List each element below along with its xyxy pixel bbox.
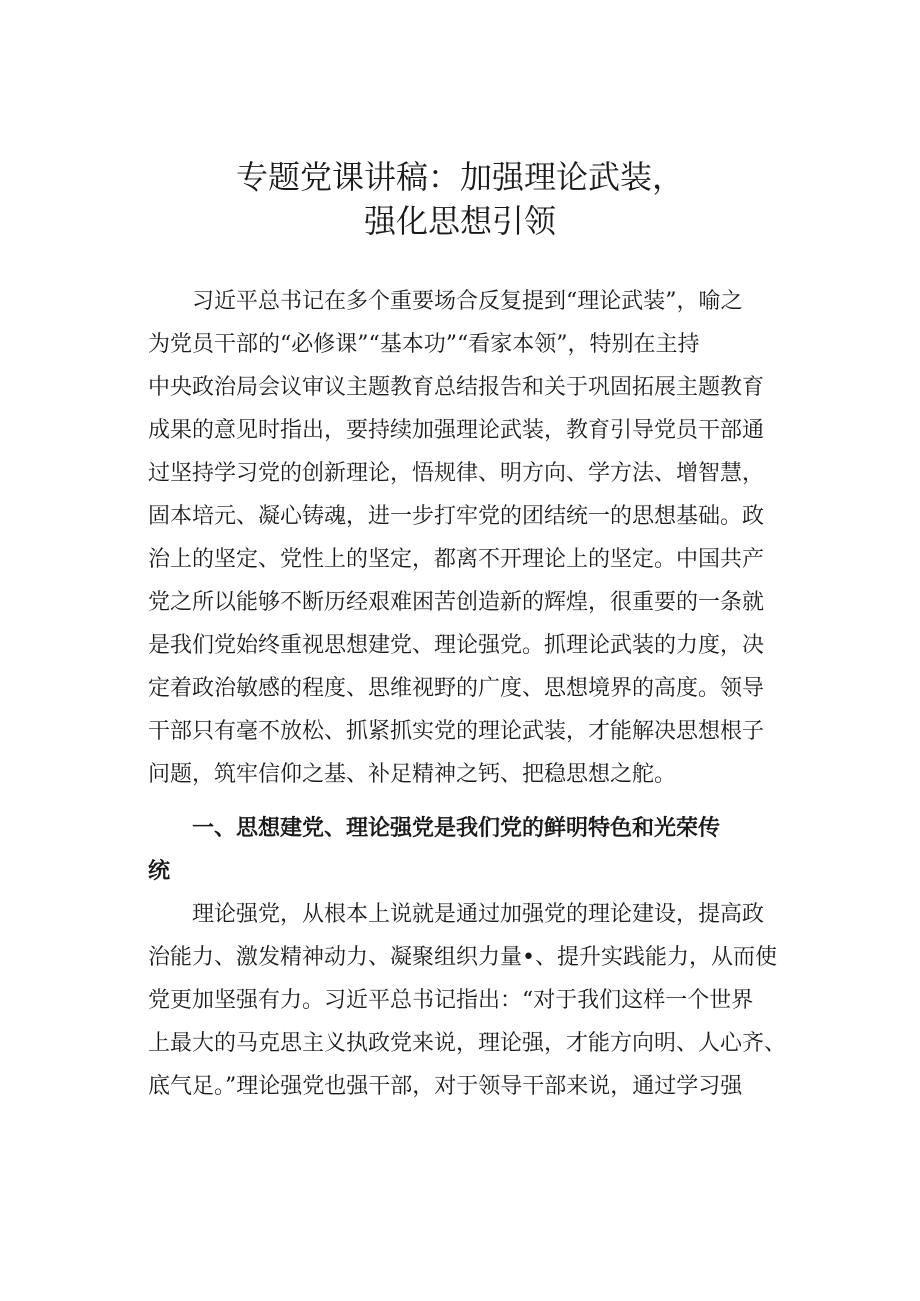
section-heading-line-2: 统 (148, 859, 171, 884)
paragraph-1-line: 成果的意见时指出，要持续加强理论武装，教育引导党员干部通 (148, 418, 765, 443)
paragraph-1-line: 干部只有毫不放松、抓紧抓实党的理论武装，才能解决思想根子 (148, 719, 765, 744)
paragraph-1-line: 定着政治敏感的程度、思维视野的广度、思想境界的高度。领导 (148, 676, 765, 701)
paragraph-2-line: 理论强党，从根本上说就是通过加强党的理论建设，提高政 (148, 902, 765, 927)
section-heading-line-1: 一、思想建党、理论强党是我们党的鲜明特色和光荣传 (148, 816, 721, 841)
paragraph-1-line: 是我们党始终重视思想建党、理论强党。抓理论武装的力度，决 (148, 633, 765, 658)
document-title-line-2: 强化思想引领 (363, 202, 556, 240)
paragraph-1-line: 党之所以能够不断历经艰难困苦创造新的辉煌，很重要的一条就 (148, 590, 765, 615)
paragraph-1-line: 中央政治局会议审议主题教育总结报告和关于巩固拓展主题教育 (148, 375, 765, 400)
paragraph-1-line: 习近平总书记在多个重要场合反复提到“理论武装”，喻之 (148, 289, 743, 314)
paragraph-2-line: 治能力、激发精神动力、凝聚组织力量•、提升实践能力，从而使 (148, 945, 777, 970)
paragraph-2-line: 党更加坚强有力。习近平总书记指出：“对于我们这样一个世界 (148, 988, 754, 1013)
document-title-line-1: 专题党课讲稿：加强理论武装， (235, 158, 684, 196)
paragraph-2-line: 底气足。”理论强党也强干部，对于领导干部来说，通过学习强 (148, 1074, 743, 1099)
paragraph-1-line: 治上的坚定、党性上的坚定，都离不开理论上的坚定。中国共产 (148, 547, 765, 572)
paragraph-1-line: 过坚持学习党的创新理论，悟规律、明方向、学方法、增智慧， (148, 461, 765, 486)
paragraph-2-line: 上最大的马克思主义执政党来说，理论强，才能方向明、人心齐、 (148, 1031, 787, 1056)
paragraph-1-line: 问题，筑牢信仰之基、补足精神之钙、把稳思想之舵。 (148, 762, 677, 787)
paragraph-1-line: 为党员干部的“必修课”“基本功”“看家本领”，特别在主持 (148, 332, 700, 357)
paragraph-1-line: 固本培元、凝心铸魂，进一步打牢党的团结统一的思想基础。政 (148, 504, 765, 529)
